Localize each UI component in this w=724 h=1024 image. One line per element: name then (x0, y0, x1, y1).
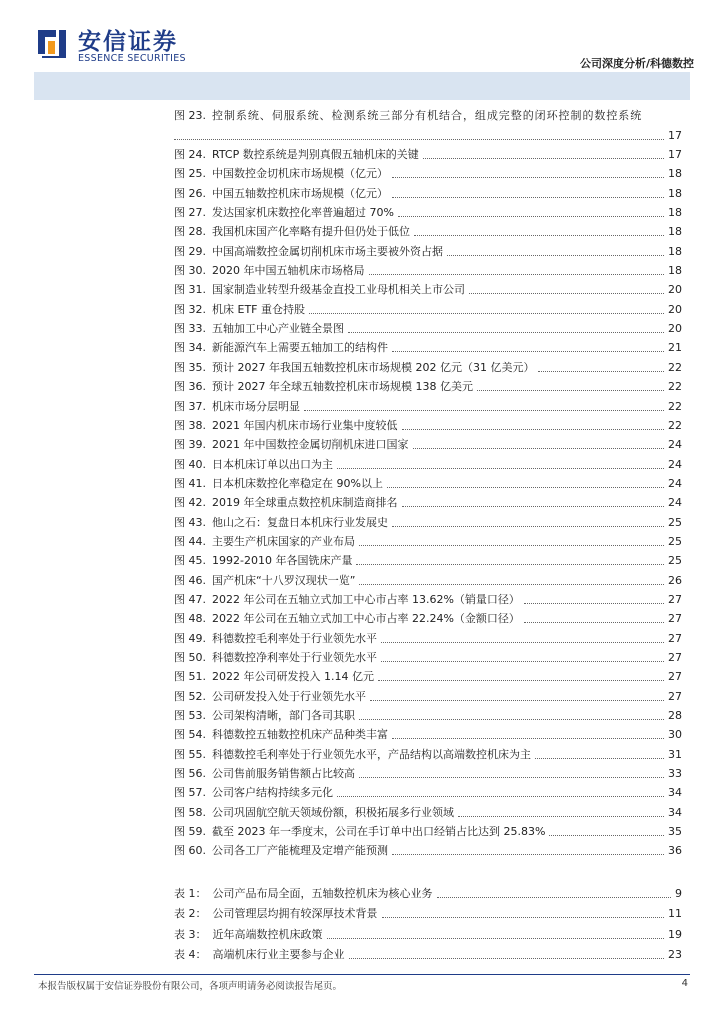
toc-dot-leader (392, 854, 664, 855)
figure-toc-entry-continuation[interactable] (174, 123, 682, 142)
toc-dot-leader (549, 835, 664, 836)
toc-dot-leader (423, 158, 664, 159)
figure-toc-entry[interactable] (174, 684, 682, 703)
toc-entry-page: 11 (668, 907, 682, 921)
toc-entry-page: 23 (668, 948, 682, 962)
toc-entry-title: 2020 年中国五轴机床市场格局 (212, 264, 365, 278)
table-toc-list (174, 880, 682, 962)
toc-entry-label: 图 42. (174, 496, 206, 510)
toc-entry-page: 20 (668, 302, 682, 316)
toc-entry-title: 公司客户结构持续多元化 (212, 786, 333, 800)
toc-entry-page: 27 (668, 612, 682, 626)
toc-entry-label: 图 39. (174, 438, 206, 452)
toc-entry-title: 他山之石：复盘日本机床行业发展史 (212, 515, 388, 529)
toc-entry-page: 22 (668, 380, 682, 394)
toc-entry-label: 图 58. (174, 805, 206, 819)
toc-entry-page: 18 (668, 206, 682, 220)
toc-dot-leader (359, 584, 664, 585)
figure-toc-entry[interactable] (174, 259, 682, 278)
toc-entry-label: 图 50. (174, 650, 206, 664)
toc-entry-label: 图 54. (174, 728, 206, 742)
toc-entry-label: 图 57. (174, 786, 206, 800)
toc-entry-page: 21 (668, 341, 682, 355)
toc-entry-page: 9 (675, 886, 682, 900)
toc-dot-leader (524, 603, 664, 604)
toc-entry-page: 30 (668, 728, 682, 742)
toc-entry-label: 图 40. (174, 457, 206, 471)
figure-toc-list (174, 104, 682, 858)
figure-toc-entry[interactable] (174, 665, 682, 684)
toc-dot-leader (359, 777, 664, 778)
toc-dot-leader (381, 642, 664, 643)
toc-dot-leader (387, 487, 664, 488)
table-toc-entry[interactable] (174, 921, 682, 942)
figure-toc-entry[interactable] (174, 278, 682, 297)
toc-entry-label: 表 3： (174, 927, 207, 941)
toc-dot-leader (337, 796, 664, 797)
toc-dot-leader (458, 816, 664, 817)
toc-entry-label: 图 41. (174, 476, 206, 490)
toc-entry-page: 24 (668, 476, 682, 490)
figure-toc-entry[interactable] (174, 491, 682, 510)
figure-toc-entry[interactable] (174, 646, 682, 665)
figure-toc-entry[interactable] (174, 394, 682, 413)
toc-entry-label: 图 51. (174, 670, 206, 684)
toc-entry-page: 24 (668, 496, 682, 510)
toc-entry-label: 图 49. (174, 631, 206, 645)
logo-english-name: ESSENCE SECURITIES (78, 53, 186, 64)
figure-toc-entry[interactable] (174, 220, 682, 239)
toc-dot-leader (337, 468, 664, 469)
toc-dot-leader (477, 390, 664, 391)
figure-toc-entry[interactable] (174, 355, 682, 374)
toc-entry-page: 28 (668, 709, 682, 722)
toc-dot-leader (359, 719, 664, 720)
toc-entry-label: 图 24. (174, 148, 206, 162)
figure-toc-entry[interactable] (174, 336, 682, 355)
toc-entry-title: 中国数控金切机床市场规模（亿元） (212, 167, 388, 181)
toc-entry-page: 17 (668, 148, 682, 162)
toc-entry-page: 18 (668, 225, 682, 239)
toc-entry-page: 35 (668, 825, 682, 839)
toc-entry-title: 预计 2027 年全球五轴数控机床市场规模 138 亿美元 (212, 380, 473, 394)
toc-entry-title: 公司巩固航空航天领域份额，积极拓展多行业领域 (212, 805, 454, 819)
toc-entry-title: 控制系统、伺服系统、检测系统三部分有机结合，组成完整的闭环控制的数控系统 (212, 109, 643, 123)
toc-entry-title: 科德数控五轴数控机床产品种类丰富 (212, 728, 388, 742)
toc-entry-title: 主要生产机床国家的产业布局 (212, 534, 355, 548)
toc-dot-leader (392, 738, 664, 739)
toc-entry-label: 图 35. (174, 360, 206, 374)
toc-entry-label: 图 47. (174, 592, 206, 606)
toc-entry-label: 图 48. (174, 612, 206, 626)
toc-entry-title: 2022 年公司研发投入 1.14 亿元 (212, 670, 374, 684)
footer-page-number: 4 (681, 978, 688, 989)
toc-entry-page: 25 (668, 534, 682, 548)
toc-dot-leader (524, 622, 664, 623)
toc-entry-page: 24 (668, 457, 682, 471)
toc-dot-leader (392, 526, 664, 527)
toc-entry-title: 中国高端数控金属切削机床市场主要被外资占据 (212, 244, 443, 258)
toc-entry-title: 2021 年国内机床市场行业集中度较低 (212, 418, 398, 432)
toc-entry-page: 27 (668, 650, 682, 664)
toc-entry-label: 图 60. (174, 844, 206, 858)
essence-logo-icon (34, 24, 70, 62)
toc-entry-page: 24 (668, 438, 682, 452)
toc-entry-label: 图 56. (174, 767, 206, 781)
toc-dot-leader (392, 197, 664, 198)
toc-entry-page: 22 (668, 360, 682, 374)
toc-dot-leader (469, 293, 664, 294)
toc-dot-leader (381, 661, 664, 662)
toc-entry-label: 表 1： (174, 886, 207, 900)
toc-entry-label: 图 26. (174, 186, 206, 200)
figure-toc-entry[interactable] (174, 162, 682, 181)
figure-toc-entry[interactable] (174, 104, 682, 123)
figure-toc-entry[interactable] (174, 800, 682, 819)
report-type-label: 公司深度分析/科德数控 (579, 57, 694, 70)
toc-entry-label: 表 4： (174, 948, 207, 962)
toc-dot-leader (356, 564, 664, 565)
toc-entry-page: 27 (668, 689, 682, 703)
toc-entry-label: 图 28. (174, 225, 206, 239)
toc-entry-title: 科德数控毛利率处于行业领先水平，产品结构以高端数控机床为主 (212, 747, 531, 761)
toc-entry-label: 图 25. (174, 167, 206, 181)
toc-entry-label: 图 52. (174, 689, 206, 703)
toc-dot-leader (327, 938, 665, 939)
toc-entry-label: 图 45. (174, 554, 206, 568)
toc-dot-leader (414, 235, 664, 236)
toc-entry-label: 图 55. (174, 747, 206, 761)
logo-chinese-name: 安信证券 (78, 29, 178, 55)
toc-entry-page: 33 (668, 767, 682, 781)
toc-entry-title: 日本机床订单以出口为主 (212, 457, 333, 471)
figure-toc-entry[interactable] (174, 530, 682, 549)
table-toc-entry[interactable] (174, 901, 682, 922)
toc-entry-title: 截至 2023 年一季度末，公司在手订单中出口经销占比达到 25.83% (212, 825, 546, 839)
figure-toc-entry[interactable] (174, 433, 682, 452)
toc-entry-label: 表 2： (174, 907, 207, 921)
toc-entry-title: 预计 2027 年我国五轴数控机床市场规模 202 亿元（31 亿美元） (212, 360, 535, 374)
toc-entry-title: 1992-2010 年各国铣床产量 (212, 554, 353, 568)
figure-toc-entry[interactable] (174, 201, 682, 220)
header-band (34, 72, 690, 100)
toc-entry-title: 发达国家机床数控化率普遍超过 70% (212, 206, 394, 220)
toc-entry-page: 34 (668, 786, 682, 800)
toc-dot-leader (174, 139, 664, 140)
figure-toc-entry[interactable] (174, 839, 682, 858)
toc-entry-page: 18 (668, 167, 682, 181)
toc-dot-leader (437, 897, 672, 898)
toc-entry-label: 图 33. (174, 322, 206, 336)
toc-entry-page: 27 (668, 592, 682, 606)
toc-entry-page: 19 (668, 927, 682, 941)
figure-toc-entry[interactable] (174, 549, 682, 568)
toc-dot-leader (398, 216, 664, 217)
toc-dot-leader (392, 351, 664, 352)
toc-dot-leader (369, 274, 665, 275)
toc-dot-leader (413, 448, 665, 449)
toc-entry-title: 2019 年全球重点数控机床制造商排名 (212, 496, 398, 510)
toc-entry-title: 2022 年公司在五轴立式加工中心市占率 13.62%（销量口径） (212, 592, 520, 606)
figure-toc-entry[interactable] (174, 472, 682, 491)
figure-toc-entry[interactable] (174, 762, 682, 781)
toc-dot-leader (359, 545, 664, 546)
toc-entry-title: 公司研发投入处于行业领先水平 (212, 689, 366, 703)
toc-entry-page: 34 (668, 805, 682, 819)
toc-entry-page: 22 (668, 418, 682, 432)
toc-entry-title: 新能源汽车上需要五轴加工的结构件 (212, 341, 388, 355)
figure-toc-entry[interactable] (174, 317, 682, 336)
footer-divider (34, 974, 690, 975)
toc-entry-label: 图 29. (174, 244, 206, 258)
figure-toc-entry[interactable] (174, 742, 682, 761)
toc-entry-title: 我国机床国产化率略有提升但仍处于低位 (212, 225, 410, 239)
figure-toc-entry[interactable] (174, 568, 682, 587)
toc-entry-page: 36 (668, 844, 682, 858)
toc-dot-leader (538, 371, 664, 372)
toc-entry-page: 22 (668, 399, 682, 413)
toc-entry-page: 18 (668, 186, 682, 200)
toc-entry-title: 高端机床行业主要参与企业 (212, 948, 345, 962)
toc-entry-title: 2022 年公司在五轴立式加工中心市占率 22.24%（金额口径） (212, 612, 520, 626)
toc-dot-leader (402, 429, 665, 430)
toc-entry-title: 科德数控净利率处于行业领先水平 (212, 650, 377, 664)
toc-entry-page: 26 (668, 573, 682, 587)
toc-entry-title: RTCP 数控系统是判别真假五轴机床的关键 (212, 148, 419, 162)
toc-entry-label: 图 36. (174, 380, 206, 394)
toc-entry-page: 18 (668, 264, 682, 278)
figure-toc-entry[interactable] (174, 297, 682, 316)
toc-entry-label: 图 37. (174, 399, 206, 413)
toc-entry-page: 25 (668, 554, 682, 568)
toc-entry-page: 27 (668, 631, 682, 645)
toc-entry-title: 机床 ETF 重仓持股 (212, 302, 305, 316)
toc-dot-leader (304, 410, 664, 411)
figure-toc-entry[interactable] (174, 781, 682, 800)
toc-entry-page: 17 (668, 128, 682, 142)
figure-toc-entry[interactable] (174, 607, 682, 626)
toc-entry-title: 五轴加工中心产业链全景图 (212, 322, 344, 336)
toc-dot-leader (392, 177, 664, 178)
toc-entry-page: 20 (668, 283, 682, 297)
toc-dot-leader (382, 917, 665, 918)
toc-entry-label: 图 32. (174, 302, 206, 316)
toc-dot-leader (378, 680, 664, 681)
figure-toc-entry[interactable] (174, 375, 682, 394)
toc-entry-title: 公司售前服务销售额占比较高 (212, 767, 355, 781)
figure-toc-entry[interactable] (174, 510, 682, 529)
company-logo (34, 22, 184, 66)
toc-dot-leader (309, 313, 664, 314)
toc-entry-page: 20 (668, 322, 682, 336)
figure-toc-entry[interactable] (174, 143, 682, 162)
toc-entry-title: 公司架构清晰，部门各司其职 (212, 709, 355, 722)
table-toc-entry[interactable] (174, 942, 682, 963)
toc-entry-label: 图 59. (174, 825, 206, 839)
toc-entry-title: 公司产品布局全面，五轴数控机床为核心业务 (212, 886, 433, 900)
toc-entry-label: 图 46. (174, 573, 206, 587)
toc-dot-leader (535, 758, 664, 759)
table-toc-entry[interactable] (174, 880, 682, 901)
toc-entry-title: 机床市场分层明显 (212, 399, 300, 413)
toc-entry-page: 27 (668, 670, 682, 684)
toc-entry-title: 近年高端数控机床政策 (212, 927, 323, 941)
toc-entry-title: 国产机床“十八罗汉现状一览” (212, 573, 356, 587)
figure-toc-entry[interactable] (174, 820, 682, 839)
figure-toc-entry[interactable] (174, 626, 682, 645)
figure-toc-entry[interactable] (174, 452, 682, 471)
toc-dot-leader (447, 255, 664, 256)
figure-toc-entry[interactable] (174, 588, 682, 607)
toc-entry-page: 25 (668, 515, 682, 529)
toc-entry-label: 图 53. (174, 709, 206, 722)
toc-entry-title: 中国五轴数控机床市场规模（亿元） (212, 186, 388, 200)
toc-entry-label: 图 31. (174, 283, 206, 297)
toc-entry-title: 日本机床数控化率稳定在 90%以上 (212, 476, 383, 490)
footer-disclaimer: 本报告版权属于安信证券股份有限公司，各项声明请务必阅读报告尾页。 (38, 981, 343, 992)
toc-entry-label: 图 34. (174, 341, 206, 355)
toc-dot-leader (349, 958, 665, 959)
figure-toc-entry[interactable] (174, 181, 682, 200)
toc-entry-label: 图 27. (174, 206, 206, 220)
toc-entry-label: 图 30. (174, 264, 206, 278)
toc-entry-label: 图 43. (174, 515, 206, 529)
toc-entry-title: 科德数控毛利率处于行业领先水平 (212, 631, 377, 645)
toc-entry-title: 公司各工厂产能梳理及定增产能预测 (212, 844, 388, 858)
toc-dot-leader (402, 506, 665, 507)
toc-entry-label: 图 44. (174, 534, 206, 548)
toc-entry-title: 国家制造业转型升级基金直投工业母机相关上市公司 (212, 283, 465, 297)
figure-toc-entry[interactable] (174, 723, 682, 742)
toc-entry-title: 2021 年中国数控金属切削机床进口国家 (212, 438, 409, 452)
toc-entry-title: 公司管理层均拥有较深厚技术背景 (212, 907, 378, 921)
toc-dot-leader (370, 700, 664, 701)
toc-entry-page: 18 (668, 244, 682, 258)
toc-dot-leader (348, 332, 664, 333)
figure-toc-entry[interactable] (174, 414, 682, 433)
toc-entry-page: 31 (668, 747, 682, 761)
toc-entry-label: 图 23. (174, 109, 206, 123)
figure-toc-entry[interactable] (174, 704, 682, 723)
figure-toc-entry[interactable] (174, 239, 682, 258)
toc-entry-label: 图 38. (174, 418, 206, 432)
